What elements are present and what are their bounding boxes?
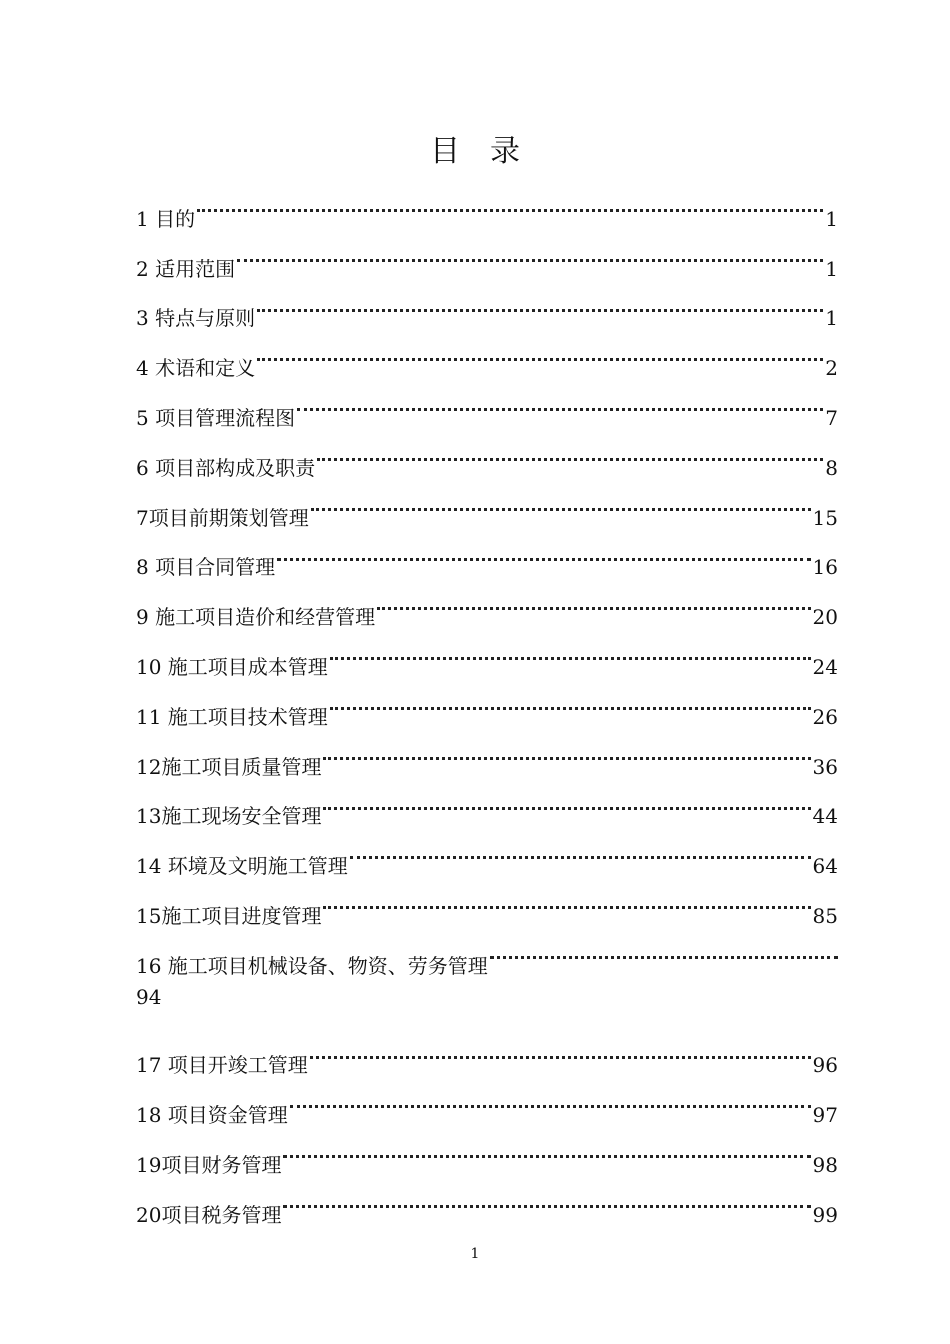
dot-leader: [490, 923, 838, 973]
toc-entry-page: 16: [812, 555, 838, 580]
dot-leader: [330, 624, 811, 674]
toc-entry-label: 9 施工项目造价和经营管理: [136, 605, 376, 630]
toc-entry-page: 36: [812, 754, 838, 779]
toc-entry[interactable]: [136, 1023, 838, 1078]
toc-entry-label: 7项目前期策划管理: [136, 505, 309, 530]
toc-entry-page: 98: [812, 1152, 838, 1177]
dot-leader: [237, 226, 823, 276]
toc-entry-label: 15施工项目进度管理: [136, 903, 322, 928]
toc-entry[interactable]: [136, 226, 838, 281]
dot-leader: [323, 774, 810, 824]
toc-entry-page: 97: [812, 1103, 838, 1128]
title-char-1: 目: [430, 134, 460, 169]
toc-entry-page: 64: [812, 854, 838, 879]
toc-entry-page: 7: [825, 405, 838, 430]
table-of-contents: [136, 176, 838, 1227]
footer-page-number: 1: [470, 1246, 480, 1262]
toc-entry-page: 15: [812, 505, 838, 530]
toc-entry-label: 16 施工项目机械设备、物资、劳务管理: [136, 953, 488, 978]
dot-leader: [323, 724, 810, 774]
dot-leader: [311, 475, 811, 525]
dot-leader: [283, 1172, 810, 1222]
toc-entry-page: 99: [812, 1202, 838, 1227]
dot-leader: [297, 375, 823, 425]
page-title: [0, 130, 950, 174]
dot-leader: [283, 1122, 810, 1172]
dot-leader: [257, 325, 823, 375]
dot-leader: [290, 1072, 811, 1122]
toc-entry-label: 12施工项目质量管理: [136, 754, 322, 779]
dot-leader: [323, 873, 810, 923]
toc-entry-label: 8 项目合同管理: [136, 555, 276, 580]
toc-entry-page: 1: [825, 306, 838, 331]
toc-entry-label: 5 项目管理流程图: [136, 405, 296, 430]
toc-entry-label: 2 适用范围: [136, 256, 236, 281]
toc-entry-label: 3 特点与原则: [136, 306, 256, 331]
toc-entry-page: 1: [825, 206, 838, 231]
dot-leader: [277, 525, 810, 575]
toc-entry-label: 10 施工项目成本管理: [136, 654, 328, 679]
toc-entry-label: 19项目财务管理: [136, 1152, 282, 1177]
toc-entry-page: 20: [812, 605, 838, 630]
dot-leader: [257, 276, 823, 326]
toc-entry-label: 1 目的: [136, 206, 196, 231]
toc-entry-page: 8: [825, 455, 838, 480]
toc-entry-label: 20项目税务管理: [136, 1202, 282, 1227]
toc-entry-label: 4 术语和定义: [136, 356, 256, 381]
toc-entry[interactable]: [136, 176, 838, 231]
toc-entry-label: 14 环境及文明施工管理: [136, 854, 348, 879]
dot-leader: [330, 674, 811, 724]
title-char-2: 录: [490, 134, 520, 169]
dot-leader: [197, 176, 823, 226]
toc-entry-label: 6 项目部构成及职责: [136, 455, 316, 480]
toc-entry-page: 24: [812, 654, 838, 679]
toc-entry-label: 11 施工项目技术管理: [136, 704, 328, 729]
dot-leader: [317, 425, 823, 475]
toc-entry-label: 18 项目资金管理: [136, 1103, 288, 1128]
toc-entry-page: 44: [812, 804, 838, 829]
dot-leader: [310, 1023, 811, 1073]
toc-entry-label: 13施工现场安全管理: [136, 804, 322, 829]
toc-entry[interactable]: [136, 276, 838, 331]
toc-entry-page: 96: [812, 1053, 838, 1078]
toc-entry-page: 26: [812, 704, 838, 729]
toc-entry-page: 85: [812, 903, 838, 928]
toc-entry-page: 2: [825, 356, 838, 381]
toc-entry-label: 17 项目开竣工管理: [136, 1053, 308, 1078]
toc-entry-page: 94: [136, 984, 162, 1009]
toc-entry-page: 1: [825, 256, 838, 281]
dot-leader: [350, 823, 811, 873]
dot-leader: [377, 574, 810, 624]
